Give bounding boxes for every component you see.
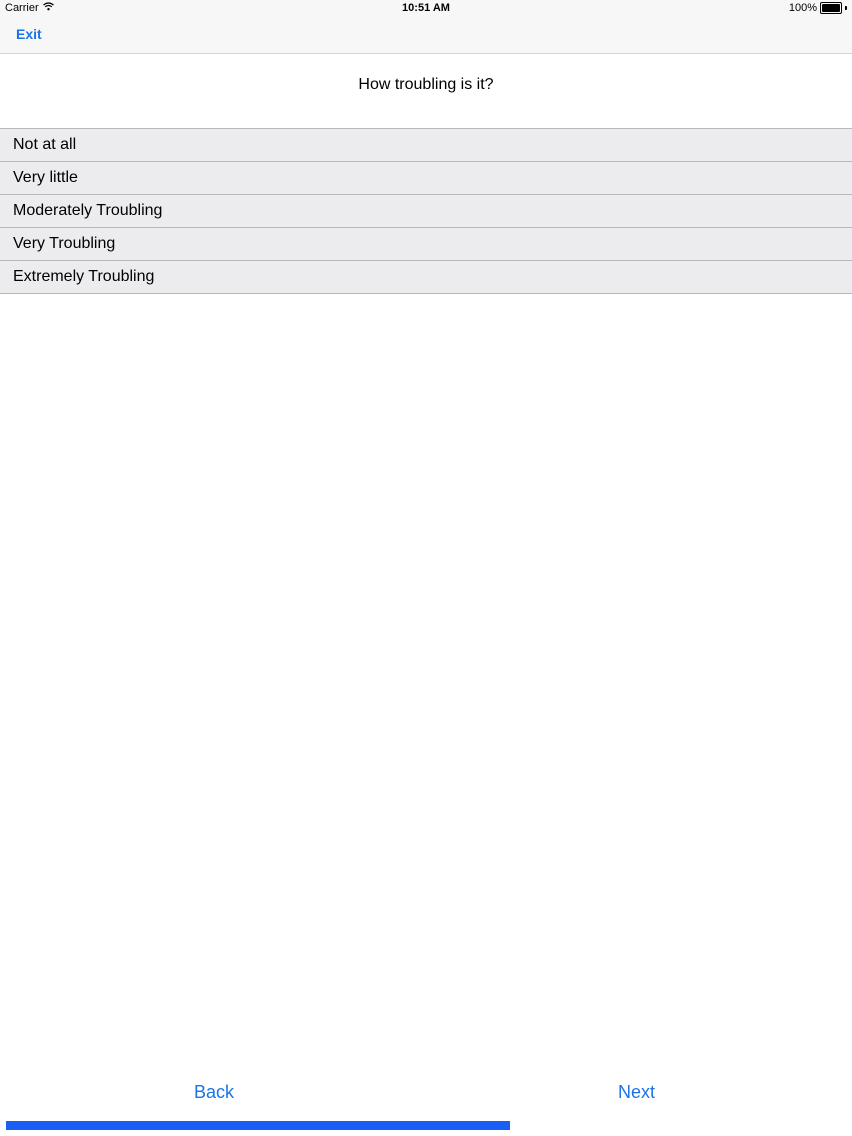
progress-fill xyxy=(6,1121,510,1130)
question-title: How troubling is it? xyxy=(358,76,494,93)
status-bar xyxy=(0,0,852,18)
option-not-at-all[interactable]: Not at all xyxy=(0,129,852,162)
battery-label: 100% xyxy=(788,2,817,14)
option-list xyxy=(0,128,852,294)
back-button[interactable]: Back xyxy=(194,1082,235,1102)
option-very-little[interactable]: Very little xyxy=(0,162,852,195)
status-right xyxy=(789,2,847,14)
option-moderately-troubling[interactable]: Moderately Troubling xyxy=(0,195,852,228)
option-very-troubling[interactable]: Very Troubling xyxy=(0,228,852,261)
option-extremely-troubling[interactable]: Extremely Troubling xyxy=(0,261,852,294)
next-button[interactable]: Next xyxy=(618,1082,656,1102)
exit-button[interactable]: Exit xyxy=(16,26,42,42)
carrier-label: Carrier xyxy=(5,2,39,14)
nav-bar xyxy=(0,18,852,54)
battery-tip xyxy=(845,6,847,10)
status-time: 10:51 AM xyxy=(402,2,450,14)
battery-icon xyxy=(820,2,842,14)
progress-bar xyxy=(6,1121,846,1130)
